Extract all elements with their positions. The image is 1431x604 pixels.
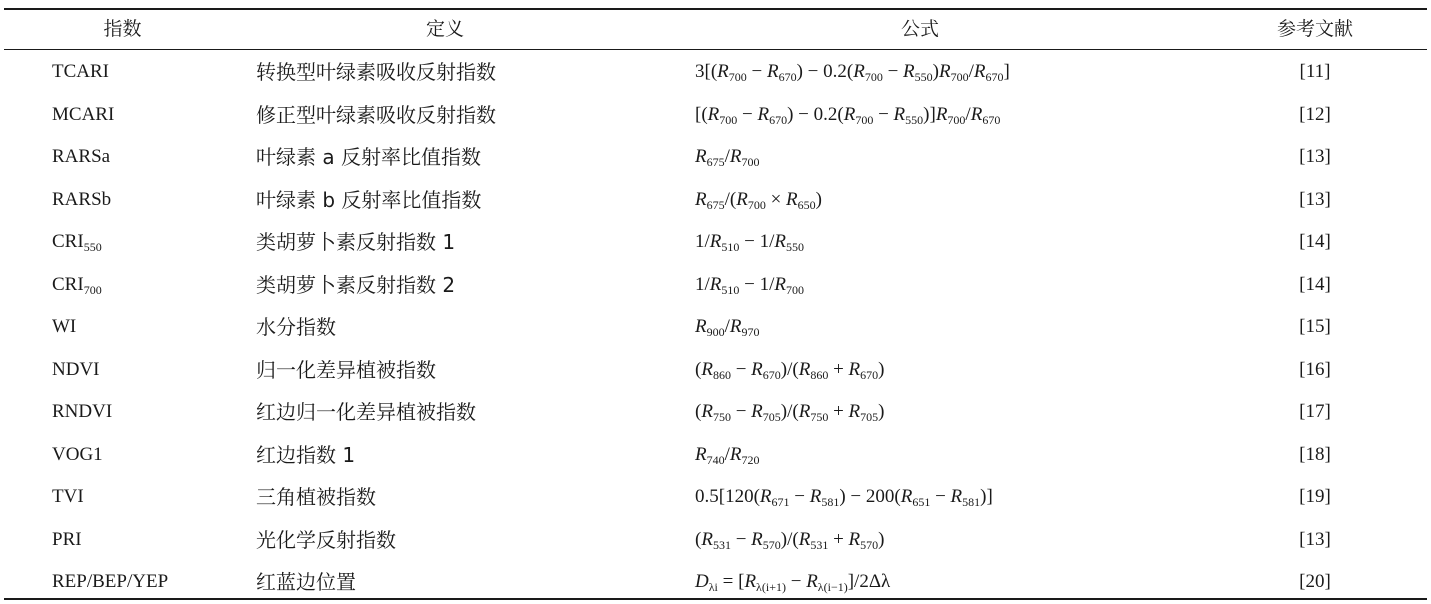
index-reference: [14] xyxy=(1299,273,1331,295)
index-code: WI xyxy=(52,316,77,337)
index-definition: 叶绿素 a 反射率比值指数 xyxy=(256,145,481,169)
table-row xyxy=(0,94,1431,137)
index-definition: 修正型叶绿素吸收反射指数 xyxy=(256,102,496,127)
index-formula: $R_{900}/R_{970}$ xyxy=(695,316,760,339)
index-formula: $R_{740}/R_{720}$ xyxy=(695,443,760,467)
index-reference: [12] xyxy=(1299,103,1331,125)
header-index: 指数 xyxy=(103,18,142,40)
index-code: TCARI xyxy=(52,61,109,82)
index-formula: $1/R_{510} - 1/R_{700}$ xyxy=(695,273,804,297)
index-reference: [13] xyxy=(1299,146,1331,167)
index-code: $CRI_{550}$ xyxy=(52,231,102,254)
table-row xyxy=(0,349,1431,392)
index-code: RARSb xyxy=(52,188,112,210)
index-reference: [14] xyxy=(1299,231,1331,252)
header-reference: 参考文献 xyxy=(1276,18,1353,40)
index-reference: [16] xyxy=(1299,358,1331,380)
index-reference: [18] xyxy=(1299,443,1331,465)
index-formula: $1/R_{510} - 1/R_{550}$ xyxy=(695,231,804,254)
index-formula: $(R_{750} - R_{705})/(R_{750} + R_{705})$ xyxy=(695,401,885,424)
table-row xyxy=(0,136,1431,179)
index-formula: $0.5[120(R_{671} - R_{581}) - 200(R_{651} - R_{581})]$ xyxy=(695,486,993,509)
header-formula: 公式 xyxy=(900,18,939,40)
index-code: PRI xyxy=(52,528,82,550)
index-formula: $R_{675}/R_{700}$ xyxy=(695,146,760,169)
table-row xyxy=(0,306,1431,349)
table-row xyxy=(0,179,1431,222)
index-code: TVI xyxy=(52,486,84,507)
table-row xyxy=(0,51,1431,94)
index-definition: 叶绿素 b 反射率比值指数 xyxy=(256,187,482,212)
index-definition: 类胡萝卜素反射指数 2 xyxy=(256,272,456,297)
index-code: RARSa xyxy=(52,146,111,167)
table-row xyxy=(0,391,1431,434)
index-code: $CRI_{700}$ xyxy=(52,273,102,297)
table-row xyxy=(0,221,1431,264)
index-definition: 转换型叶绿素吸收反射指数 xyxy=(256,60,496,84)
index-code: NDVI xyxy=(52,358,100,380)
index-definition: 红蓝边位置 xyxy=(256,570,356,594)
table-row xyxy=(0,476,1431,519)
index-code: REP/BEP/YEP xyxy=(52,571,169,592)
index-definition: 水分指数 xyxy=(256,315,336,339)
table-row xyxy=(0,434,1431,477)
index-formula: $(R_{860} - R_{670})/(R_{860} + R_{670})$ xyxy=(695,358,885,382)
index-reference: [19] xyxy=(1299,486,1331,507)
table-row xyxy=(0,264,1431,307)
index-formula: $[(R_{700} - R_{670}) - 0.2(R_{700} - R_{550})]R_{700}/R_{670}$ xyxy=(695,103,1001,127)
table-row xyxy=(0,561,1431,604)
index-code: VOG1 xyxy=(52,443,103,465)
index-definition: 光化学反射指数 xyxy=(256,527,396,552)
index-code: RNDVI xyxy=(52,401,113,422)
index-reference: [13] xyxy=(1299,188,1331,210)
index-reference: [17] xyxy=(1299,401,1331,422)
index-definition: 类胡萝卜素反射指数 1 xyxy=(256,230,456,254)
index-reference: [13] xyxy=(1299,528,1331,550)
index-formula: $3[(R_{700} - R_{670}) - 0.2(R_{700} - R_{550})R_{700}/R_{670}]$ xyxy=(695,61,1010,84)
index-reference: [15] xyxy=(1299,316,1331,337)
header-definition: 定义 xyxy=(425,18,464,40)
index-reference: [11] xyxy=(1299,61,1331,82)
index-definition: 红边归一化差异植被指数 xyxy=(256,400,476,424)
index-formula: $(R_{531} - R_{570})/(R_{531} + R_{570})$ xyxy=(695,528,885,552)
index-formula: $R_{675}/(R_{700} \times R_{650})$ xyxy=(695,188,822,212)
index-definition: 归一化差异植被指数 xyxy=(256,357,436,382)
index-definition: 三角植被指数 xyxy=(256,485,376,509)
table-row xyxy=(0,519,1431,562)
index-reference: [20] xyxy=(1299,571,1331,592)
index-code: MCARI xyxy=(52,103,115,125)
index-definition: 红边指数 1 xyxy=(256,442,356,467)
index-formula: $D_{\lambda i} = [R_{\lambda(i+1)} - R_{\lambda(i-1)}]/2\Delta\lambda$ xyxy=(695,571,891,594)
